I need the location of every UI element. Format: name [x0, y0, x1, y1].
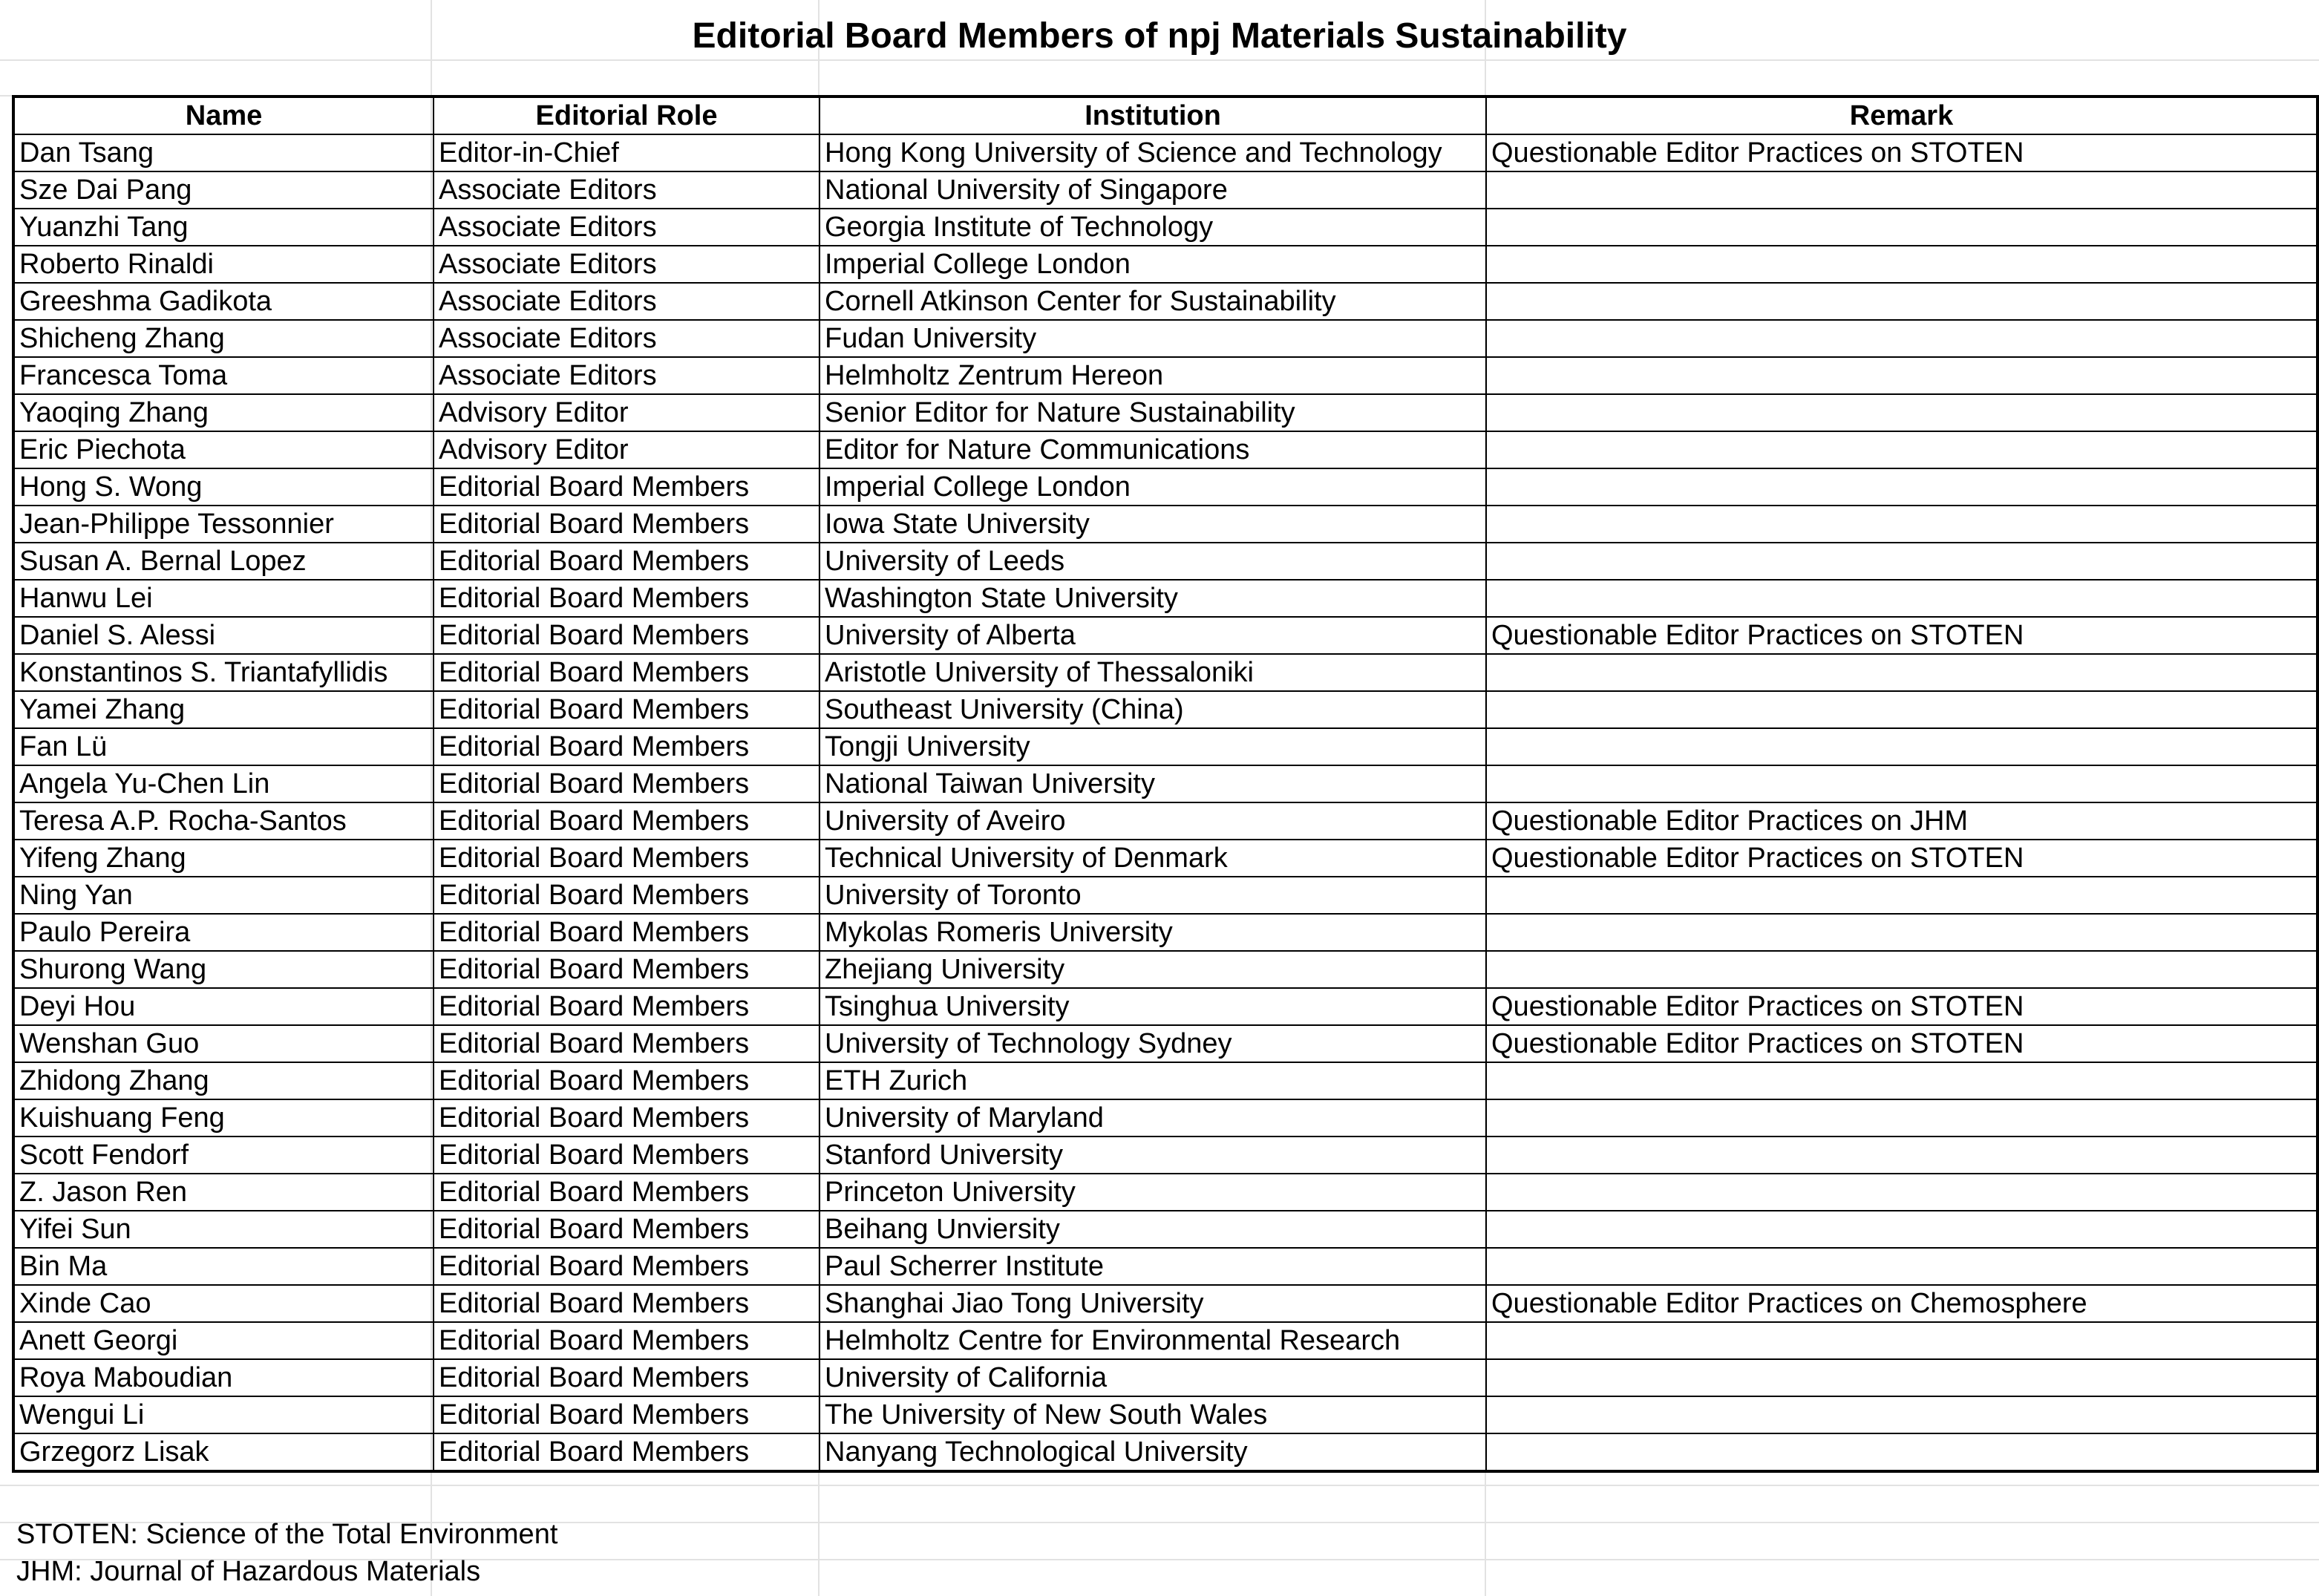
- table-row: [13, 988, 2318, 1025]
- cell-institution: ETH Zurich: [820, 1062, 1486, 1099]
- cell-remark: Questionable Editor Practices on Chemosphere: [1486, 1285, 2318, 1322]
- cell-remark: Questionable Editor Practices on STOTEN: [1486, 134, 2318, 171]
- cell-role: Editorial Board Members: [434, 1062, 820, 1099]
- cell-role: Editorial Board Members: [434, 765, 820, 802]
- table-row: [13, 1359, 2318, 1396]
- table-row: [13, 246, 2318, 283]
- header-name: Name: [13, 97, 434, 134]
- cell-name: Yifeng Zhang: [13, 840, 434, 877]
- cell-role: Editorial Board Members: [434, 840, 820, 877]
- cell-name: Yuanzhi Tang: [13, 209, 434, 246]
- cell-name: Daniel S. Alessi: [13, 617, 434, 654]
- cell-role: Editorial Board Members: [434, 802, 820, 840]
- table-row: [13, 1099, 2318, 1137]
- cell-role: Editorial Board Members: [434, 1137, 820, 1174]
- cell-remark: [1486, 914, 2318, 951]
- cell-remark: [1486, 951, 2318, 988]
- cell-institution: The University of New South Wales: [820, 1396, 1486, 1433]
- cell-remark: [1486, 468, 2318, 506]
- table-row: [13, 1174, 2318, 1211]
- cell-name: Grzegorz Lisak: [13, 1433, 434, 1471]
- cell-name: Roberto Rinaldi: [13, 246, 434, 283]
- cell-remark: Questionable Editor Practices on STOTEN: [1486, 840, 2318, 877]
- cell-remark: [1486, 877, 2318, 914]
- cell-institution: University of California: [820, 1359, 1486, 1396]
- cell-institution: Mykolas Romeris University: [820, 914, 1486, 951]
- cell-institution: University of Maryland: [820, 1099, 1486, 1137]
- page-title: Editorial Board Members of npj Materials Sustainability: [692, 16, 1627, 56]
- cell-role: Associate Editors: [434, 171, 820, 209]
- table-row: [13, 171, 2318, 209]
- table-row: [13, 506, 2318, 543]
- cell-name: Shurong Wang: [13, 951, 434, 988]
- cell-institution: University of Alberta: [820, 617, 1486, 654]
- header-remark: Remark: [1486, 97, 2318, 134]
- table-row: [13, 1285, 2318, 1322]
- cell-name: Teresa A.P. Rocha-Santos: [13, 802, 434, 840]
- cell-institution: Washington State University: [820, 580, 1486, 617]
- cell-role: Associate Editors: [434, 283, 820, 320]
- cell-remark: [1486, 506, 2318, 543]
- cell-role: Associate Editors: [434, 320, 820, 357]
- cell-name: Anett Georgi: [13, 1322, 434, 1359]
- cell-name: Roya Maboudian: [13, 1359, 434, 1396]
- cell-role: Editorial Board Members: [434, 1025, 820, 1062]
- cell-role: Associate Editors: [434, 246, 820, 283]
- table-row: [13, 357, 2318, 394]
- table-row: [13, 914, 2318, 951]
- cell-name: Xinde Cao: [13, 1285, 434, 1322]
- cell-role: Editorial Board Members: [434, 1285, 820, 1322]
- cell-institution: National University of Singapore: [820, 171, 1486, 209]
- cell-remark: [1486, 580, 2318, 617]
- cell-name: Z. Jason Ren: [13, 1174, 434, 1211]
- cell-remark: [1486, 1174, 2318, 1211]
- editorial-board-table: [12, 95, 2319, 1473]
- cell-name: Zhidong Zhang: [13, 1062, 434, 1099]
- cell-remark: [1486, 728, 2318, 765]
- cell-remark: [1486, 1137, 2318, 1174]
- table-row: [13, 654, 2318, 691]
- table-row: [13, 580, 2318, 617]
- cell-institution: Imperial College London: [820, 468, 1486, 506]
- cell-institution: Princeton University: [820, 1174, 1486, 1211]
- cell-institution: University of Aveiro: [820, 802, 1486, 840]
- cell-institution: Imperial College London: [820, 246, 1486, 283]
- cell-remark: [1486, 654, 2318, 691]
- cell-name: Sze Dai Pang: [13, 171, 434, 209]
- cell-name: Paulo Pereira: [13, 914, 434, 951]
- cell-remark: [1486, 1396, 2318, 1433]
- cell-name: Wenshan Guo: [13, 1025, 434, 1062]
- cell-role: Associate Editors: [434, 209, 820, 246]
- cell-role: Advisory Editor: [434, 431, 820, 468]
- cell-role: Advisory Editor: [434, 394, 820, 431]
- cell-institution: Shanghai Jiao Tong University: [820, 1285, 1486, 1322]
- cell-name: Jean-Philippe Tessonnier: [13, 506, 434, 543]
- cell-remark: [1486, 431, 2318, 468]
- cell-role: Editorial Board Members: [434, 580, 820, 617]
- cell-name: Susan A. Bernal Lopez: [13, 543, 434, 580]
- table-row: [13, 840, 2318, 877]
- cell-institution: Editor for Nature Communications: [820, 431, 1486, 468]
- table-row: [13, 1433, 2318, 1471]
- cell-remark: [1486, 1211, 2318, 1248]
- cell-role: Editorial Board Members: [434, 1433, 820, 1471]
- cell-remark: [1486, 171, 2318, 209]
- cell-name: Eric Piechota: [13, 431, 434, 468]
- cell-remark: [1486, 246, 2318, 283]
- cell-role: Editorial Board Members: [434, 506, 820, 543]
- table-row: [13, 691, 2318, 728]
- cell-remark: [1486, 765, 2318, 802]
- cell-name: Fan Lü: [13, 728, 434, 765]
- cell-remark: [1486, 1248, 2318, 1285]
- cell-institution: Tsinghua University: [820, 988, 1486, 1025]
- cell-institution: Nanyang Technological University: [820, 1433, 1486, 1471]
- cell-role: Editorial Board Members: [434, 654, 820, 691]
- cell-institution: Cornell Atkinson Center for Sustainability: [820, 283, 1486, 320]
- table-row: [13, 468, 2318, 506]
- cell-name: Deyi Hou: [13, 988, 434, 1025]
- cell-institution: Paul Scherrer Institute: [820, 1248, 1486, 1285]
- cell-role: Editorial Board Members: [434, 617, 820, 654]
- cell-name: Dan Tsang: [13, 134, 434, 171]
- cell-institution: Helmholtz Centre for Environmental Research: [820, 1322, 1486, 1359]
- cell-remark: [1486, 1099, 2318, 1137]
- table-row: [13, 802, 2318, 840]
- cell-name: Yamei Zhang: [13, 691, 434, 728]
- cell-name: Shicheng Zhang: [13, 320, 434, 357]
- cell-role: Editorial Board Members: [434, 1211, 820, 1248]
- cell-role: Editorial Board Members: [434, 1396, 820, 1433]
- cell-remark: [1486, 543, 2318, 580]
- table-header-row: [13, 97, 2318, 134]
- cell-institution: University of Leeds: [820, 543, 1486, 580]
- cell-name: Greeshma Gadikota: [13, 283, 434, 320]
- cell-institution: Beihang Unviersity: [820, 1211, 1486, 1248]
- cell-institution: University of Technology Sydney: [820, 1025, 1486, 1062]
- cell-institution: Iowa State University: [820, 506, 1486, 543]
- cell-role: Editorial Board Members: [434, 1359, 820, 1396]
- cell-role: Editorial Board Members: [434, 728, 820, 765]
- table-row: [13, 1322, 2318, 1359]
- cell-remark: [1486, 1062, 2318, 1099]
- cell-role: Editorial Board Members: [434, 988, 820, 1025]
- table-row: [13, 877, 2318, 914]
- table-row: [13, 951, 2318, 988]
- cell-remark: [1486, 320, 2318, 357]
- cell-role: Editorial Board Members: [434, 914, 820, 951]
- cell-role: Editorial Board Members: [434, 1322, 820, 1359]
- cell-name: Kuishuang Feng: [13, 1099, 434, 1137]
- cell-remark: [1486, 283, 2318, 320]
- table-row: [13, 209, 2318, 246]
- cell-role: Editorial Board Members: [434, 468, 820, 506]
- cell-institution: Technical University of Denmark: [820, 840, 1486, 877]
- cell-remark: [1486, 1433, 2318, 1471]
- table-row: [13, 1211, 2318, 1248]
- table-row: [13, 728, 2318, 765]
- cell-name: Scott Fendorf: [13, 1137, 434, 1174]
- footnote-stoten: STOTEN: Science of the Total Environment: [16, 1519, 558, 1550]
- cell-name: Hong S. Wong: [13, 468, 434, 506]
- cell-role: Editorial Board Members: [434, 691, 820, 728]
- cell-name: Wengui Li: [13, 1396, 434, 1433]
- cell-name: Yifei Sun: [13, 1211, 434, 1248]
- table-row: [13, 1248, 2318, 1285]
- cell-institution: Helmholtz Zentrum Hereon: [820, 357, 1486, 394]
- cell-remark: [1486, 394, 2318, 431]
- table-row: [13, 394, 2318, 431]
- table-row: [13, 431, 2318, 468]
- table-row: [13, 765, 2318, 802]
- table-row: [13, 134, 2318, 171]
- cell-institution: University of Toronto: [820, 877, 1486, 914]
- cell-institution: Aristotle University of Thessaloniki: [820, 654, 1486, 691]
- cell-role: Editorial Board Members: [434, 951, 820, 988]
- cell-institution: Fudan University: [820, 320, 1486, 357]
- table-row: [13, 1062, 2318, 1099]
- cell-role: Editorial Board Members: [434, 543, 820, 580]
- cell-remark: [1486, 357, 2318, 394]
- table-body: [13, 134, 2318, 1471]
- table-row: [13, 1137, 2318, 1174]
- cell-role: Editorial Board Members: [434, 1174, 820, 1211]
- cell-institution: Tongji University: [820, 728, 1486, 765]
- cell-role: Editorial Board Members: [434, 877, 820, 914]
- cell-remark: Questionable Editor Practices on JHM: [1486, 802, 2318, 840]
- header-institution: Institution: [820, 97, 1486, 134]
- cell-institution: Georgia Institute of Technology: [820, 209, 1486, 246]
- table-row: [13, 1025, 2318, 1062]
- cell-name: Ning Yan: [13, 877, 434, 914]
- cell-remark: [1486, 691, 2318, 728]
- cell-remark: Questionable Editor Practices on STOTEN: [1486, 617, 2318, 654]
- table-row: [13, 283, 2318, 320]
- table-row: [13, 543, 2318, 580]
- cell-name: Konstantinos S. Triantafyllidis: [13, 654, 434, 691]
- cell-name: Angela Yu-Chen Lin: [13, 765, 434, 802]
- table-row: [13, 1396, 2318, 1433]
- table-row: [13, 617, 2318, 654]
- cell-remark: [1486, 1322, 2318, 1359]
- cell-remark: [1486, 209, 2318, 246]
- footnote-jhm: JHM: Journal of Hazardous Materials: [16, 1556, 481, 1587]
- table-row: [13, 320, 2318, 357]
- cell-remark: Questionable Editor Practices on STOTEN: [1486, 988, 2318, 1025]
- cell-name: Yaoqing Zhang: [13, 394, 434, 431]
- cell-remark: Questionable Editor Practices on STOTEN: [1486, 1025, 2318, 1062]
- cell-role: Editorial Board Members: [434, 1248, 820, 1285]
- cell-role: Editor-in-Chief: [434, 134, 820, 171]
- cell-institution: Zhejiang University: [820, 951, 1486, 988]
- cell-institution: Hong Kong University of Science and Technology: [820, 134, 1486, 171]
- header-role: Editorial Role: [434, 97, 820, 134]
- cell-institution: Senior Editor for Nature Sustainability: [820, 394, 1486, 431]
- cell-name: Bin Ma: [13, 1248, 434, 1285]
- cell-institution: National Taiwan University: [820, 765, 1486, 802]
- cell-role: Associate Editors: [434, 357, 820, 394]
- cell-institution: Stanford University: [820, 1137, 1486, 1174]
- cell-remark: [1486, 1359, 2318, 1396]
- cell-institution: Southeast University (China): [820, 691, 1486, 728]
- cell-role: Editorial Board Members: [434, 1099, 820, 1137]
- cell-name: Francesca Toma: [13, 357, 434, 394]
- cell-name: Hanwu Lei: [13, 580, 434, 617]
